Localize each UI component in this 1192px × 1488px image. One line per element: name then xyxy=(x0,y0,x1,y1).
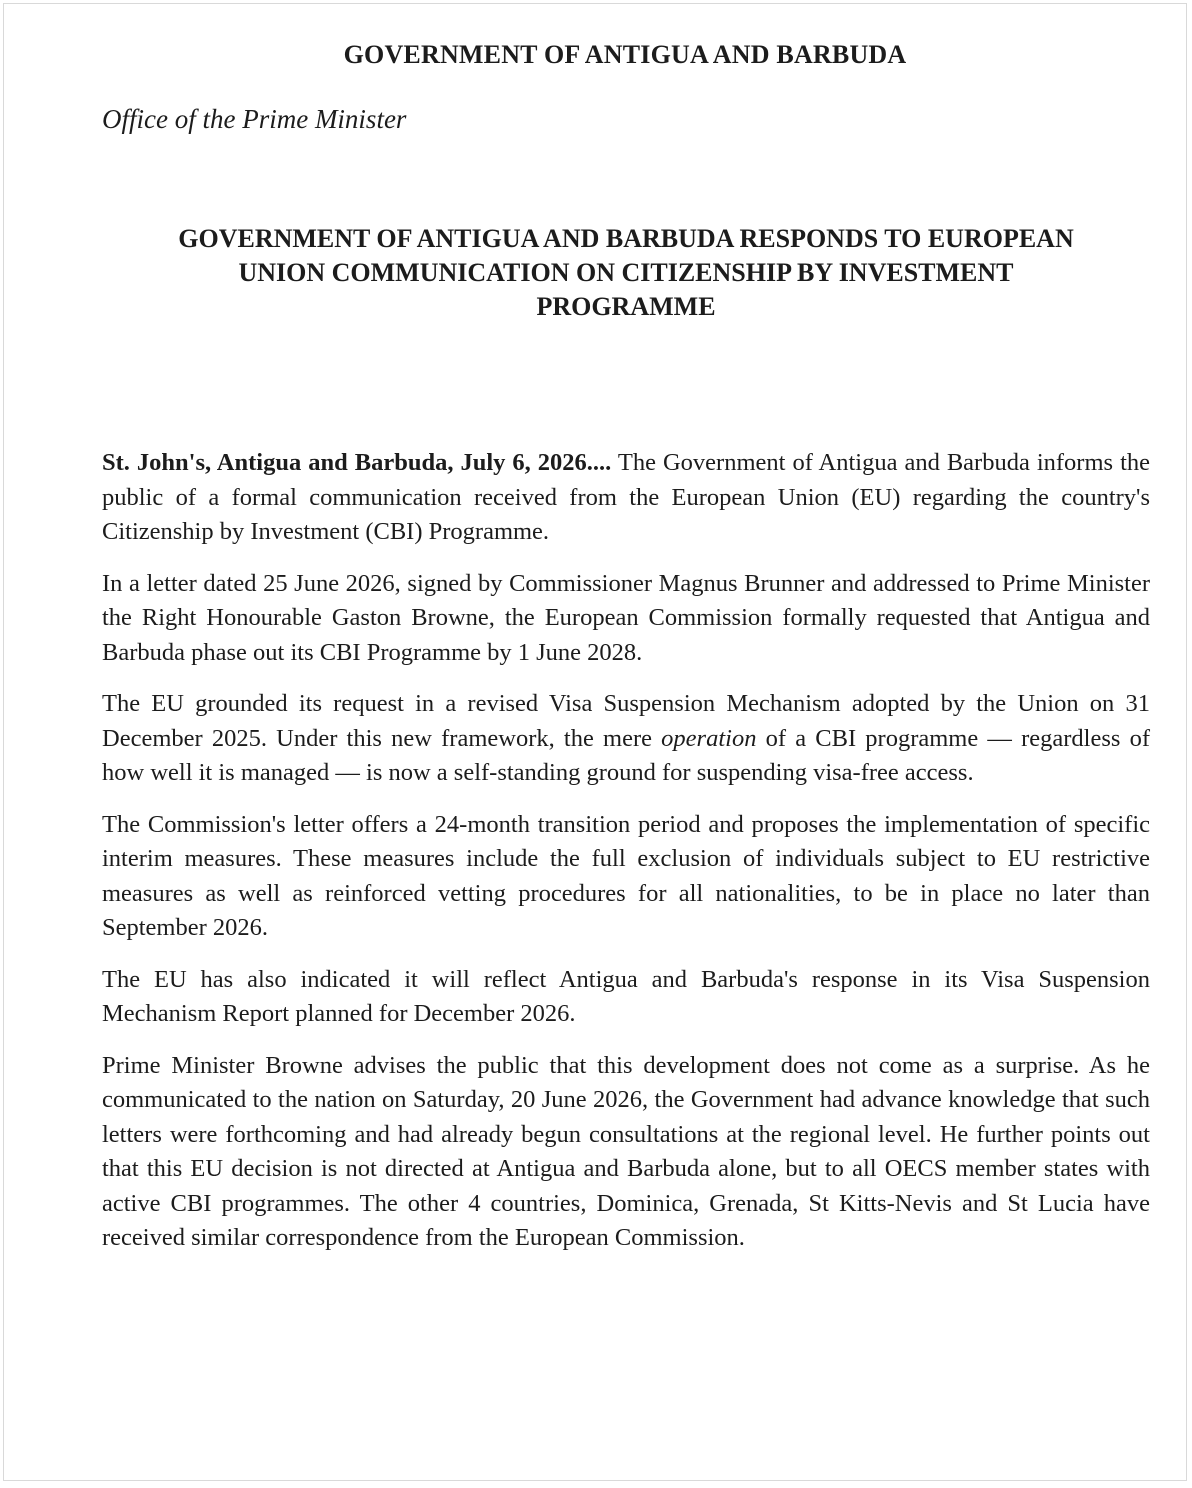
paragraph-1 xyxy=(102,446,1150,550)
press-release-headline xyxy=(102,222,1150,324)
headline-line-1: GOVERNMENT OF ANTIGUA AND BARBUDA RESPONDS TO EUROPEAN xyxy=(178,224,1074,253)
paragraph-3-emphasis: operation xyxy=(661,724,757,752)
paragraph-6: Prime Minister Browne advises the public that this development does not come as a surprise. As he communicated to the nation on Saturday, 20 June 2026, the Government had advance knowledge that such letters were forthcoming and had already begun consultations at the regional level. He further points out that this EU decision is not directed at Antigua and Barbuda alone, but to all OECS member states with active CBI programmes. The other 4 countries, Dominica, Grenada, St Kitts-Nevis and St Lucia have received similar correspondence from the European Commission. xyxy=(102,1051,1150,1251)
office-line: Office of the Prime Minister xyxy=(102,104,407,134)
paragraph-3-text-a: The EU grounded its request in a revised Visa Suspension Mechanism adopted by the Union on 31 December 2025. Under this new framework, the mere xyxy=(102,690,1150,752)
press-release-body xyxy=(102,446,1150,1273)
headline-line-3: PROGRAMME xyxy=(536,292,716,321)
paragraph-3 xyxy=(102,687,1150,791)
government-heading: GOVERNMENT OF ANTIGUA AND BARBUDA xyxy=(343,40,907,69)
paragraph-2: In a letter dated 25 June 2026, signed by Commissioner Magnus Brunner and addressed to Prime Minister the Right Honourable Gaston Browne, the European Commission formally requested that Antigua and Barbuda phase out its CBI Programme by 1 June 2028. xyxy=(102,569,1150,666)
headline-line-2: UNION COMMUNICATION ON CITIZENSHIP BY INVESTMENT xyxy=(238,258,1014,287)
paragraph-3-text-b: of a CBI programme — regardless of how well it is managed — is now a self-standing ground for suspending visa-free access. xyxy=(102,724,1151,786)
paragraph-1-text: The Government of Antigua and Barbuda informs the public of a formal communication received from the European Union (EU) regarding the country's Citizenship by Investment (CBI) Programme. xyxy=(102,449,1150,545)
paragraph-4: The Commission's letter offers a 24-month transition period and proposes the implementation of specific interim measures. These measures include the full exclusion of individuals subject to EU restrictive measures as well as reinforced vetting procedures for all nationalities, to be in place no later than September 2026. xyxy=(102,810,1150,941)
dateline: St. John's, Antigua and Barbuda, July 6, 2026.... xyxy=(102,449,612,476)
paragraph-5: The EU has also indicated it will reflect Antigua and Barbuda's response in its Visa Suspension Mechanism Report planned for December 2026. xyxy=(102,965,1150,1027)
